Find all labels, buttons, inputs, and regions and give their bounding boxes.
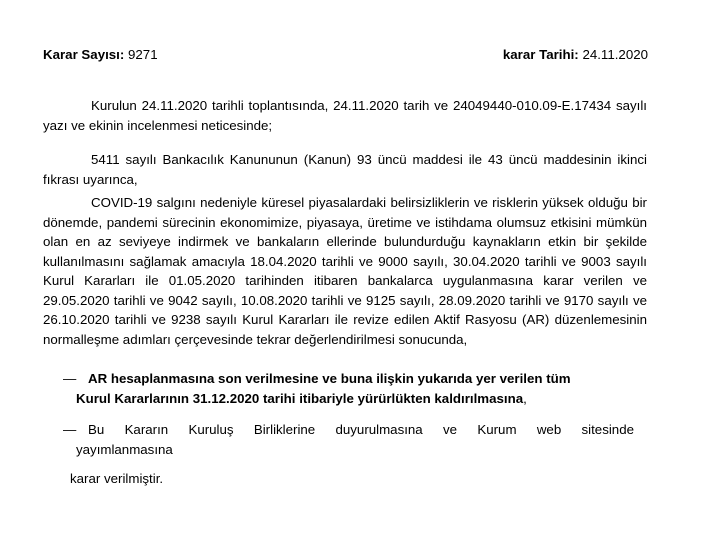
decision-number-value: 9271 xyxy=(128,47,158,62)
decision-date xyxy=(503,47,648,62)
paragraph-meeting: Kurulun 24.11.2020 tarihli toplantısında, 24.11.2020 tarih ve 24049440-010.09-E.17434 sayılı yazı ve ekinin incelenmesi neticesinde; xyxy=(43,98,647,133)
decision-item-ar-repeal xyxy=(63,369,647,408)
decision-item-text-line2: yayımlanmasına xyxy=(76,441,173,457)
decision-item-text-line1: Bu Kararın Kuruluş Birliklerine duyurulmasına ve Kurum web sitesinde xyxy=(88,422,634,437)
decision-date-value: 24.11.2020 xyxy=(582,47,648,62)
decision-item-text-line2: Kurul Kararlarının 31.12.2020 tarihi itibariyle yürürlükten kaldırılmasına xyxy=(76,390,524,406)
closing-statement: karar verilmiştir. xyxy=(70,471,164,486)
dash-bullet: — xyxy=(63,371,77,386)
decision-number-label: Karar Sayısı: xyxy=(43,47,125,62)
decision-item-text-line1: AR hesaplanmasına son verilmesine ve buna ilişkin yukarıda yer verilen tüm xyxy=(88,371,571,386)
dash-bullet: — xyxy=(63,422,77,437)
decision-item-text-tail: , xyxy=(523,390,527,406)
decision-number xyxy=(43,47,158,62)
decision-item-announcement xyxy=(63,420,647,459)
paragraph-rationale: COVID-19 salgını nedeniyle küresel piyasalardaki belirsizliklerin ve risklerin yüksek olduğu bir dönemde, pandemi sürecinin ekonomimize, piyasaya, üretime ve istihdama olumsuz etkisini mümkün olan en az seviyeye indirmek ve bankaların ellerinde bulundurduğu kaynakların etkin bir şekilde kullanılmasını sağlamak amacıyla 18.04.2020 tarihli ve 9000 sayılı, 30.04.2020 tarihli ve 9003 sayılı Kurul Kararları ile 01.05.2020 tarihinden itibaren bankalarca uygulanmasına karar verilen ve 29.05.2020 tarihli ve 9042 sayılı, 10.08.2020 tarihli ve 9125 sayılı, 28.09.2020 tarihli ve 9170 sayılı ve 26.10.2020 tarihli ve 9238 sayılı Kurul Kararları ile revize edilen Aktif Rasyosu (AR) düzenlemesinin normalleşme adımları çerçevesinde tekrar değerlendirilmesi sonucunda, xyxy=(43,195,647,347)
decision-date-label: karar Tarihi: xyxy=(502,47,579,62)
paragraph-legal-basis: 5411 sayılı Bankacılık Kanununun (Kanun) 93 üncü maddesi ile 43 üncü maddesinin ikinci fıkrası uyarınca, xyxy=(43,152,647,187)
